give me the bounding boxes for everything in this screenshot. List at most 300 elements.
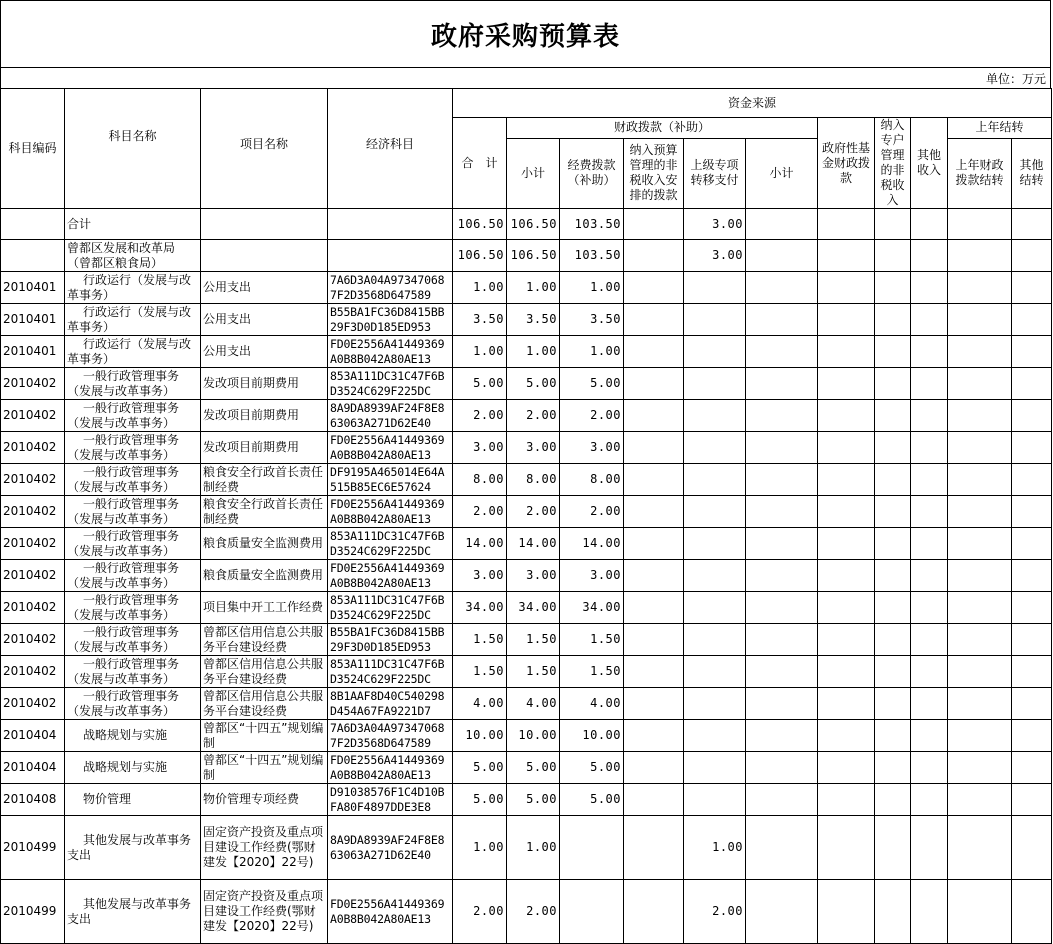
cell-transfer — [684, 592, 746, 624]
cell-funding: 8.00 — [560, 464, 624, 496]
cell-funding: 1.50 — [560, 656, 624, 688]
cell-code: 2010499 — [1, 816, 65, 880]
empty-cell — [948, 464, 1012, 496]
cell-non-tax — [624, 528, 684, 560]
cell-transfer — [684, 272, 746, 304]
empty-cell — [911, 209, 948, 240]
header-subtotal: 小计 — [507, 138, 560, 208]
cell-econ: FD0E2556A41449369 A0B8B042A80AE13 — [328, 880, 453, 944]
cell-transfer: 3.00 — [684, 209, 746, 240]
empty-cell — [818, 368, 875, 400]
cell-non-tax — [624, 752, 684, 784]
cell-total: 34.00 — [453, 592, 507, 624]
empty-cell — [818, 528, 875, 560]
cell-transfer — [684, 688, 746, 720]
cell-non-tax — [624, 304, 684, 336]
cell-total: 2.00 — [453, 496, 507, 528]
empty-cell — [875, 272, 911, 304]
empty-cell — [948, 624, 1012, 656]
empty-cell — [1012, 400, 1052, 432]
empty-cell — [746, 496, 818, 528]
cell-code: 2010401 — [1, 272, 65, 304]
empty-cell — [818, 336, 875, 368]
empty-cell — [818, 592, 875, 624]
empty-cell — [911, 752, 948, 784]
cell-code: 2010401 — [1, 304, 65, 336]
cell-code: 2010402 — [1, 432, 65, 464]
empty-cell — [948, 496, 1012, 528]
cell-non-tax — [624, 240, 684, 272]
cell-econ: FD0E2556A41449369 A0B8B042A80AE13 — [328, 560, 453, 592]
cell-total: 106.50 — [453, 240, 507, 272]
cell-subtotal: 106.50 — [507, 209, 560, 240]
empty-cell — [948, 368, 1012, 400]
cell-project: 物价管理专项经费 — [201, 784, 328, 816]
cell-non-tax — [624, 880, 684, 944]
cell-total: 1.50 — [453, 624, 507, 656]
cell-non-tax — [624, 432, 684, 464]
cell-subject-name: 一般行政管理事务（发展与改革事务） — [65, 496, 201, 528]
cell-funding: 103.50 — [560, 240, 624, 272]
empty-cell — [1012, 656, 1052, 688]
cell-econ: 8A9DA8939AF24F8E8 63063A271D62E40 — [328, 816, 453, 880]
empty-cell — [911, 272, 948, 304]
cell-econ: FD0E2556A41449369 A0B8B042A80AE13 — [328, 432, 453, 464]
empty-cell — [875, 880, 911, 944]
empty-cell — [911, 880, 948, 944]
cell-project: 公用支出 — [201, 336, 328, 368]
empty-cell — [875, 784, 911, 816]
empty-cell — [875, 336, 911, 368]
cell-non-tax — [624, 656, 684, 688]
table-body — [1, 209, 1052, 944]
cell-project: 粮食安全行政首长责任制经费 — [201, 464, 328, 496]
cell-non-tax — [624, 336, 684, 368]
empty-cell — [875, 528, 911, 560]
empty-cell — [1012, 784, 1052, 816]
cell-non-tax — [624, 720, 684, 752]
cell-code: 2010402 — [1, 656, 65, 688]
header-funding-allocation: 经费拨款（补助） — [560, 138, 624, 208]
table-row — [1, 656, 1052, 688]
cell-subject-name: 合计 — [65, 209, 201, 240]
empty-cell — [746, 272, 818, 304]
cell-transfer — [684, 784, 746, 816]
cell-funding — [560, 880, 624, 944]
cell-econ: 853A111DC31C47F6B D3524C629F225DC — [328, 656, 453, 688]
cell-funding: 4.00 — [560, 688, 624, 720]
empty-cell — [875, 496, 911, 528]
empty-cell — [1012, 272, 1052, 304]
cell-total: 14.00 — [453, 528, 507, 560]
cell-code: 2010404 — [1, 752, 65, 784]
cell-subtotal: 8.00 — [507, 464, 560, 496]
cell-subtotal: 1.00 — [507, 816, 560, 880]
cell-subtotal: 1.50 — [507, 624, 560, 656]
empty-cell — [746, 368, 818, 400]
cell-transfer — [684, 720, 746, 752]
cell-funding: 3.00 — [560, 560, 624, 592]
cell-econ: DF9195A465014E64A 515B85EC6E57624 — [328, 464, 453, 496]
cell-funding: 3.00 — [560, 432, 624, 464]
empty-cell — [948, 400, 1012, 432]
table-row — [1, 720, 1052, 752]
empty-cell — [875, 624, 911, 656]
empty-cell — [875, 560, 911, 592]
empty-cell — [948, 752, 1012, 784]
cell-econ: 8B1AAF8D40C540298 D454A67FA9221D7 — [328, 688, 453, 720]
table-row — [1, 528, 1052, 560]
cell-total: 10.00 — [453, 720, 507, 752]
header-gov-fund: 政府性基金财政拨款 — [818, 118, 875, 209]
cell-funding: 1.00 — [560, 336, 624, 368]
cell-subject-name: 其他发展与改革事务支出 — [65, 880, 201, 944]
table-row — [1, 880, 1052, 944]
empty-cell — [875, 304, 911, 336]
cell-subject-name: 行政运行（发展与改革事务） — [65, 304, 201, 336]
empty-cell — [1012, 624, 1052, 656]
empty-cell — [818, 560, 875, 592]
cell-subject-name: 一般行政管理事务（发展与改革事务） — [65, 432, 201, 464]
cell-total: 5.00 — [453, 784, 507, 816]
cell-total: 106.50 — [453, 209, 507, 240]
empty-cell — [875, 592, 911, 624]
empty-cell — [1012, 464, 1052, 496]
cell-subtotal: 34.00 — [507, 592, 560, 624]
empty-cell — [948, 816, 1012, 880]
cell-funding: 5.00 — [560, 784, 624, 816]
header-other-income: 其他收入 — [911, 118, 948, 209]
table-row — [1, 560, 1052, 592]
empty-cell — [746, 464, 818, 496]
cell-subject-name: 一般行政管理事务（发展与改革事务） — [65, 368, 201, 400]
table-row — [1, 752, 1052, 784]
cell-total: 2.00 — [453, 880, 507, 944]
cell-subtotal: 2.00 — [507, 496, 560, 528]
empty-cell — [1012, 720, 1052, 752]
cell-funding: 1.00 — [560, 272, 624, 304]
header-fund-source: 资金来源 — [453, 89, 1052, 118]
empty-cell — [1012, 209, 1052, 240]
cell-funding: 2.00 — [560, 400, 624, 432]
empty-cell — [818, 656, 875, 688]
empty-cell — [1012, 304, 1052, 336]
empty-cell — [746, 432, 818, 464]
cell-subject-name: 一般行政管理事务（发展与改革事务） — [65, 560, 201, 592]
empty-cell — [818, 304, 875, 336]
empty-cell — [948, 528, 1012, 560]
empty-cell — [746, 592, 818, 624]
empty-cell — [948, 592, 1012, 624]
empty-cell — [746, 304, 818, 336]
cell-econ: FD0E2556A41449369 A0B8B042A80AE13 — [328, 496, 453, 528]
page-title: 政府采购预算表 — [430, 21, 620, 52]
cell-subject-name: 一般行政管理事务（发展与改革事务） — [65, 688, 201, 720]
cell-code — [1, 240, 65, 272]
empty-cell — [948, 209, 1012, 240]
table-row — [1, 368, 1052, 400]
cell-subtotal: 3.00 — [507, 432, 560, 464]
cell-project: 发改项目前期费用 — [201, 432, 328, 464]
empty-cell — [948, 560, 1012, 592]
cell-subject-name: 一般行政管理事务（发展与改革事务） — [65, 528, 201, 560]
cell-code: 2010402 — [1, 400, 65, 432]
cell-code: 2010408 — [1, 784, 65, 816]
empty-cell — [746, 560, 818, 592]
cell-code — [1, 209, 65, 240]
cell-project: 发改项目前期费用 — [201, 368, 328, 400]
cell-econ: 853A111DC31C47F6B D3524C629F225DC — [328, 368, 453, 400]
cell-subtotal: 3.50 — [507, 304, 560, 336]
cell-project: 粮食安全行政首长责任制经费 — [201, 496, 328, 528]
cell-total: 1.00 — [453, 272, 507, 304]
header-last-year-balance: 上年结转 — [948, 118, 1052, 139]
cell-econ — [328, 209, 453, 240]
cell-transfer — [684, 464, 746, 496]
empty-cell — [875, 368, 911, 400]
cell-non-tax — [624, 816, 684, 880]
empty-cell — [911, 464, 948, 496]
cell-subtotal: 14.00 — [507, 528, 560, 560]
table-row — [1, 784, 1052, 816]
cell-code: 2010402 — [1, 560, 65, 592]
empty-cell — [746, 752, 818, 784]
cell-transfer — [684, 528, 746, 560]
cell-code: 2010402 — [1, 528, 65, 560]
empty-cell — [746, 784, 818, 816]
cell-econ: FD0E2556A41449369 A0B8B042A80AE13 — [328, 752, 453, 784]
header-total: 合 计 — [453, 118, 507, 209]
cell-subject-name: 一般行政管理事务（发展与改革事务） — [65, 656, 201, 688]
cell-project: 曾都区信用信息公共服务平台建设经费 — [201, 624, 328, 656]
empty-cell — [948, 656, 1012, 688]
summary-row — [1, 240, 1052, 272]
empty-cell — [875, 816, 911, 880]
cell-transfer — [684, 656, 746, 688]
cell-total: 8.00 — [453, 464, 507, 496]
cell-project — [201, 240, 328, 272]
cell-transfer — [684, 400, 746, 432]
empty-cell — [818, 752, 875, 784]
cell-subtotal: 10.00 — [507, 720, 560, 752]
empty-cell — [911, 720, 948, 752]
cell-funding: 103.50 — [560, 209, 624, 240]
cell-subject-name: 物价管理 — [65, 784, 201, 816]
header-non-tax-budget: 纳入预算管理的非税收入安排的拨款 — [624, 138, 684, 208]
unit-label: 单位：万元 — [985, 72, 1046, 86]
cell-subtotal: 106.50 — [507, 240, 560, 272]
empty-cell — [818, 209, 875, 240]
header-ly-other: 其他结转 — [1012, 138, 1052, 208]
cell-transfer — [684, 304, 746, 336]
empty-cell — [1012, 432, 1052, 464]
cell-non-tax — [624, 209, 684, 240]
cell-funding: 10.00 — [560, 720, 624, 752]
empty-cell — [948, 784, 1012, 816]
empty-cell — [911, 688, 948, 720]
cell-code: 2010402 — [1, 464, 65, 496]
table-row — [1, 592, 1052, 624]
cell-code: 2010402 — [1, 368, 65, 400]
cell-subject-name: 一般行政管理事务（发展与改革事务） — [65, 400, 201, 432]
summary-row — [1, 209, 1052, 240]
empty-cell — [746, 816, 818, 880]
header-subject-code: 科目编码 — [1, 89, 65, 209]
table-row — [1, 336, 1052, 368]
empty-cell — [746, 528, 818, 560]
table-row — [1, 464, 1052, 496]
cell-econ: D91038576F1C4D10B FA80F4897DDE3E8 — [328, 784, 453, 816]
cell-project — [201, 209, 328, 240]
empty-cell — [911, 560, 948, 592]
empty-cell — [1012, 880, 1052, 944]
title-band — [0, 0, 1051, 68]
table-header — [1, 89, 1052, 209]
cell-subject-name: 战略规划与实施 — [65, 752, 201, 784]
empty-cell — [875, 209, 911, 240]
empty-cell — [818, 688, 875, 720]
cell-subject-name: 一般行政管理事务（发展与改革事务） — [65, 464, 201, 496]
empty-cell — [818, 784, 875, 816]
cell-total: 1.00 — [453, 816, 507, 880]
unit-band — [0, 68, 1051, 88]
empty-cell — [948, 688, 1012, 720]
header-project-name: 项目名称 — [201, 89, 328, 209]
empty-cell — [875, 240, 911, 272]
cell-econ: 853A111DC31C47F6B D3524C629F225DC — [328, 592, 453, 624]
table-row — [1, 816, 1052, 880]
cell-transfer — [684, 336, 746, 368]
cell-total: 3.00 — [453, 432, 507, 464]
cell-transfer: 3.00 — [684, 240, 746, 272]
cell-project: 公用支出 — [201, 272, 328, 304]
cell-non-tax — [624, 368, 684, 400]
empty-cell — [1012, 240, 1052, 272]
cell-code: 2010404 — [1, 720, 65, 752]
cell-econ — [328, 240, 453, 272]
cell-transfer: 2.00 — [684, 880, 746, 944]
empty-cell — [818, 880, 875, 944]
cell-project: 发改项目前期费用 — [201, 400, 328, 432]
cell-transfer — [684, 432, 746, 464]
cell-subtotal: 4.00 — [507, 688, 560, 720]
cell-subtotal: 1.00 — [507, 272, 560, 304]
cell-econ: B55BA1FC36D8415BB 29F3D0D185ED953 — [328, 624, 453, 656]
empty-cell — [948, 432, 1012, 464]
cell-funding — [560, 816, 624, 880]
cell-subtotal: 5.00 — [507, 784, 560, 816]
table-row — [1, 400, 1052, 432]
empty-cell — [746, 688, 818, 720]
empty-cell — [911, 240, 948, 272]
empty-cell — [911, 624, 948, 656]
empty-cell — [875, 688, 911, 720]
empty-cell — [818, 816, 875, 880]
cell-econ: 7A6D3A04A97347068 7F2D3568D647589 — [328, 720, 453, 752]
cell-non-tax — [624, 272, 684, 304]
header-fiscal-allocation: 财政拨款（补助） — [507, 118, 818, 139]
empty-cell — [746, 400, 818, 432]
empty-cell — [875, 400, 911, 432]
cell-non-tax — [624, 784, 684, 816]
cell-subtotal: 2.00 — [507, 880, 560, 944]
empty-cell — [1012, 496, 1052, 528]
cell-project: 项目集中开工工作经费 — [201, 592, 328, 624]
empty-cell — [1012, 688, 1052, 720]
cell-subject-name: 行政运行（发展与改革事务） — [65, 336, 201, 368]
empty-cell — [746, 240, 818, 272]
cell-code: 2010402 — [1, 624, 65, 656]
cell-total: 3.50 — [453, 304, 507, 336]
empty-cell — [818, 624, 875, 656]
cell-subtotal: 1.50 — [507, 656, 560, 688]
cell-project: 曾都区“十四五”规划编制 — [201, 720, 328, 752]
empty-cell — [818, 240, 875, 272]
cell-funding: 5.00 — [560, 752, 624, 784]
cell-code: 2010499 — [1, 880, 65, 944]
empty-cell — [818, 496, 875, 528]
empty-cell — [911, 784, 948, 816]
header-economic-subject: 经济科目 — [328, 89, 453, 209]
table-row — [1, 688, 1052, 720]
cell-subtotal: 5.00 — [507, 368, 560, 400]
cell-non-tax — [624, 592, 684, 624]
cell-subject-name: 战略规划与实施 — [65, 720, 201, 752]
cell-subtotal: 5.00 — [507, 752, 560, 784]
cell-econ: 7A6D3A04A97347068 7F2D3568D647589 — [328, 272, 453, 304]
cell-total: 5.00 — [453, 752, 507, 784]
budget-table — [0, 88, 1052, 944]
empty-cell — [1012, 816, 1052, 880]
cell-total: 1.50 — [453, 656, 507, 688]
table-row — [1, 432, 1052, 464]
empty-cell — [1012, 336, 1052, 368]
empty-cell — [911, 432, 948, 464]
cell-transfer — [684, 368, 746, 400]
cell-subtotal: 2.00 — [507, 400, 560, 432]
cell-econ: B55BA1FC36D8415BB 29F3D0D185ED953 — [328, 304, 453, 336]
cell-subtotal: 3.00 — [507, 560, 560, 592]
cell-code: 2010402 — [1, 496, 65, 528]
cell-project: 曾都区“十四五”规划编制 — [201, 752, 328, 784]
header-subject-name: 科目名称 — [65, 89, 201, 209]
empty-cell — [746, 209, 818, 240]
empty-cell — [911, 656, 948, 688]
table-row — [1, 496, 1052, 528]
cell-econ: FD0E2556A41449369 A0B8B042A80AE13 — [328, 336, 453, 368]
cell-project: 曾都区信用信息公共服务平台建设经费 — [201, 688, 328, 720]
cell-funding: 14.00 — [560, 528, 624, 560]
cell-funding: 1.50 — [560, 624, 624, 656]
header-ly-subtotal: 小计 — [746, 138, 818, 208]
header-ly-fiscal: 上年财政拨款结转 — [948, 138, 1012, 208]
cell-total: 1.00 — [453, 336, 507, 368]
empty-cell — [818, 720, 875, 752]
cell-total: 3.00 — [453, 560, 507, 592]
cell-transfer: 1.00 — [684, 816, 746, 880]
cell-funding: 5.00 — [560, 368, 624, 400]
empty-cell — [911, 816, 948, 880]
empty-cell — [911, 304, 948, 336]
empty-cell — [948, 880, 1012, 944]
empty-cell — [1012, 752, 1052, 784]
cell-total: 4.00 — [453, 688, 507, 720]
cell-funding: 3.50 — [560, 304, 624, 336]
cell-project: 粮食质量安全监测费用 — [201, 528, 328, 560]
cell-subject-name: 其他发展与改革事务支出 — [65, 816, 201, 880]
empty-cell — [1012, 592, 1052, 624]
empty-cell — [948, 720, 1012, 752]
